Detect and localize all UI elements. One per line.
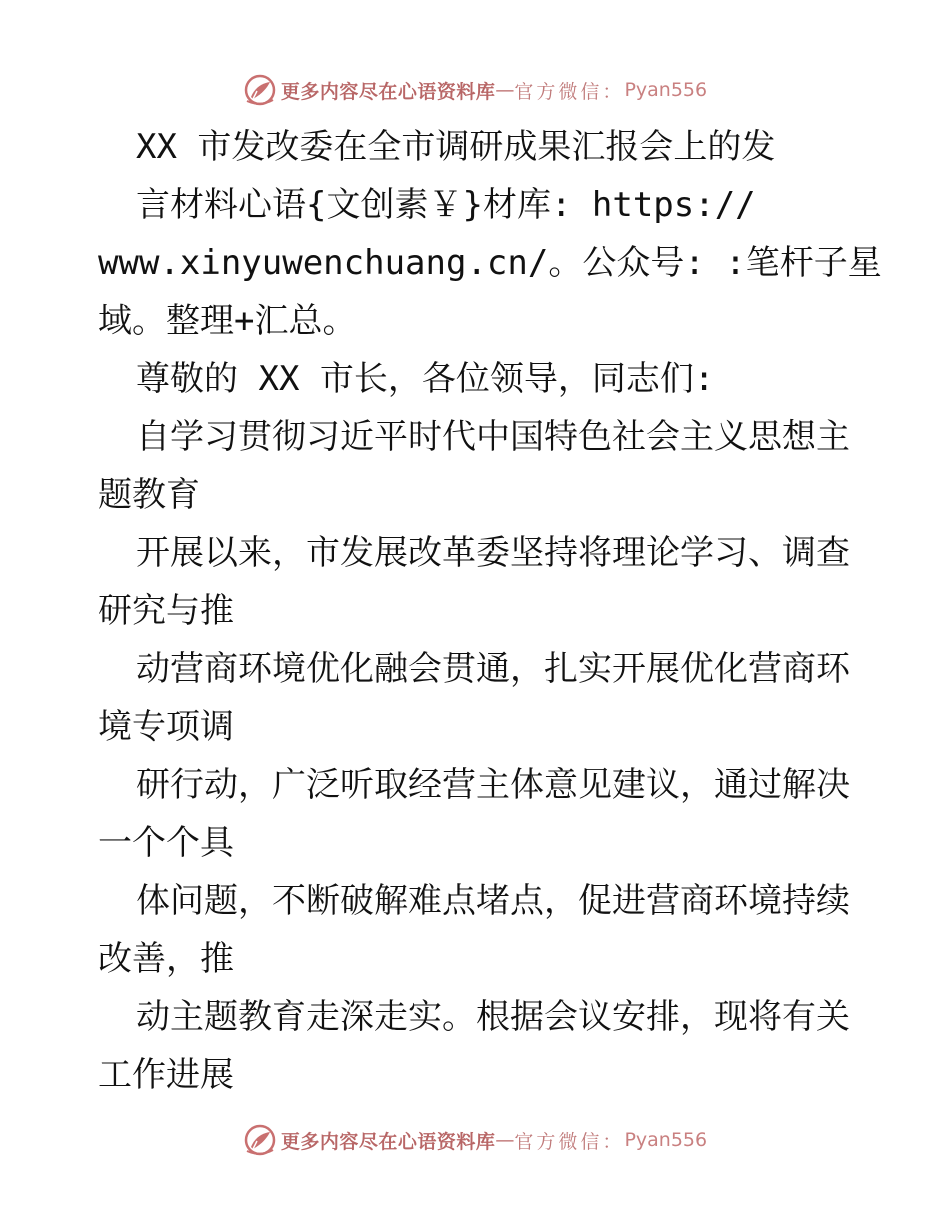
body-line: 研行动，广泛听取经营主体意见建议，通过解决: [136, 765, 850, 805]
watermark-id: Pyan556: [624, 79, 708, 101]
body-line: 自学习贯彻习近平时代中国特色社会主义思想主: [136, 417, 850, 457]
body-line: 尊敬的 XX 市长，各位领导，同志们:: [136, 359, 715, 399]
body-line: 题教育: [98, 475, 200, 515]
body-line: 改善，推: [98, 939, 234, 979]
body-line: 一个个具: [98, 823, 234, 863]
body-line: 研究与推: [98, 591, 234, 631]
watermark-dash: —: [495, 1129, 515, 1151]
pen-nib-logo-icon: [243, 1123, 277, 1157]
body-line: 域。整理+汇总。: [98, 301, 357, 341]
body-line: 体问题，不断破解难点堵点，促进营商环境持续: [136, 881, 850, 921]
body-line: XX 市发改委在全市调研成果汇报会上的发: [136, 127, 776, 167]
watermark-dash: —: [495, 79, 515, 101]
watermark-sub-text: 官方微信：: [514, 1130, 625, 1153]
footer-watermark: [0, 1120, 950, 1160]
body-line: 开展以来，市发展改革委坚持将理论学习、调查: [136, 533, 850, 573]
body-line: 动营商环境优化融会贯通，扎实开展优化营商环: [136, 649, 850, 689]
watermark-main-text: 更多内容尽在心语资料库: [280, 1130, 496, 1153]
body-line: 动主题教育走深走实。根据会议安排，现将有关: [136, 997, 850, 1037]
body-line: www.xinyuwenchuang.cn/。公众号: :笔杆子星: [98, 243, 882, 283]
body-line: 工作进展: [98, 1055, 234, 1095]
body-line: 境专项调: [98, 707, 234, 747]
body-line: 言材料心语{文创素￥}材库: https://: [136, 185, 756, 225]
watermark-sub-text: 官方微信：: [514, 80, 625, 103]
watermark-main-text: 更多内容尽在心语资料库: [280, 80, 496, 103]
pen-nib-logo-icon: [243, 73, 277, 107]
header-watermark: [0, 70, 950, 110]
watermark-id: Pyan556: [624, 1129, 708, 1151]
